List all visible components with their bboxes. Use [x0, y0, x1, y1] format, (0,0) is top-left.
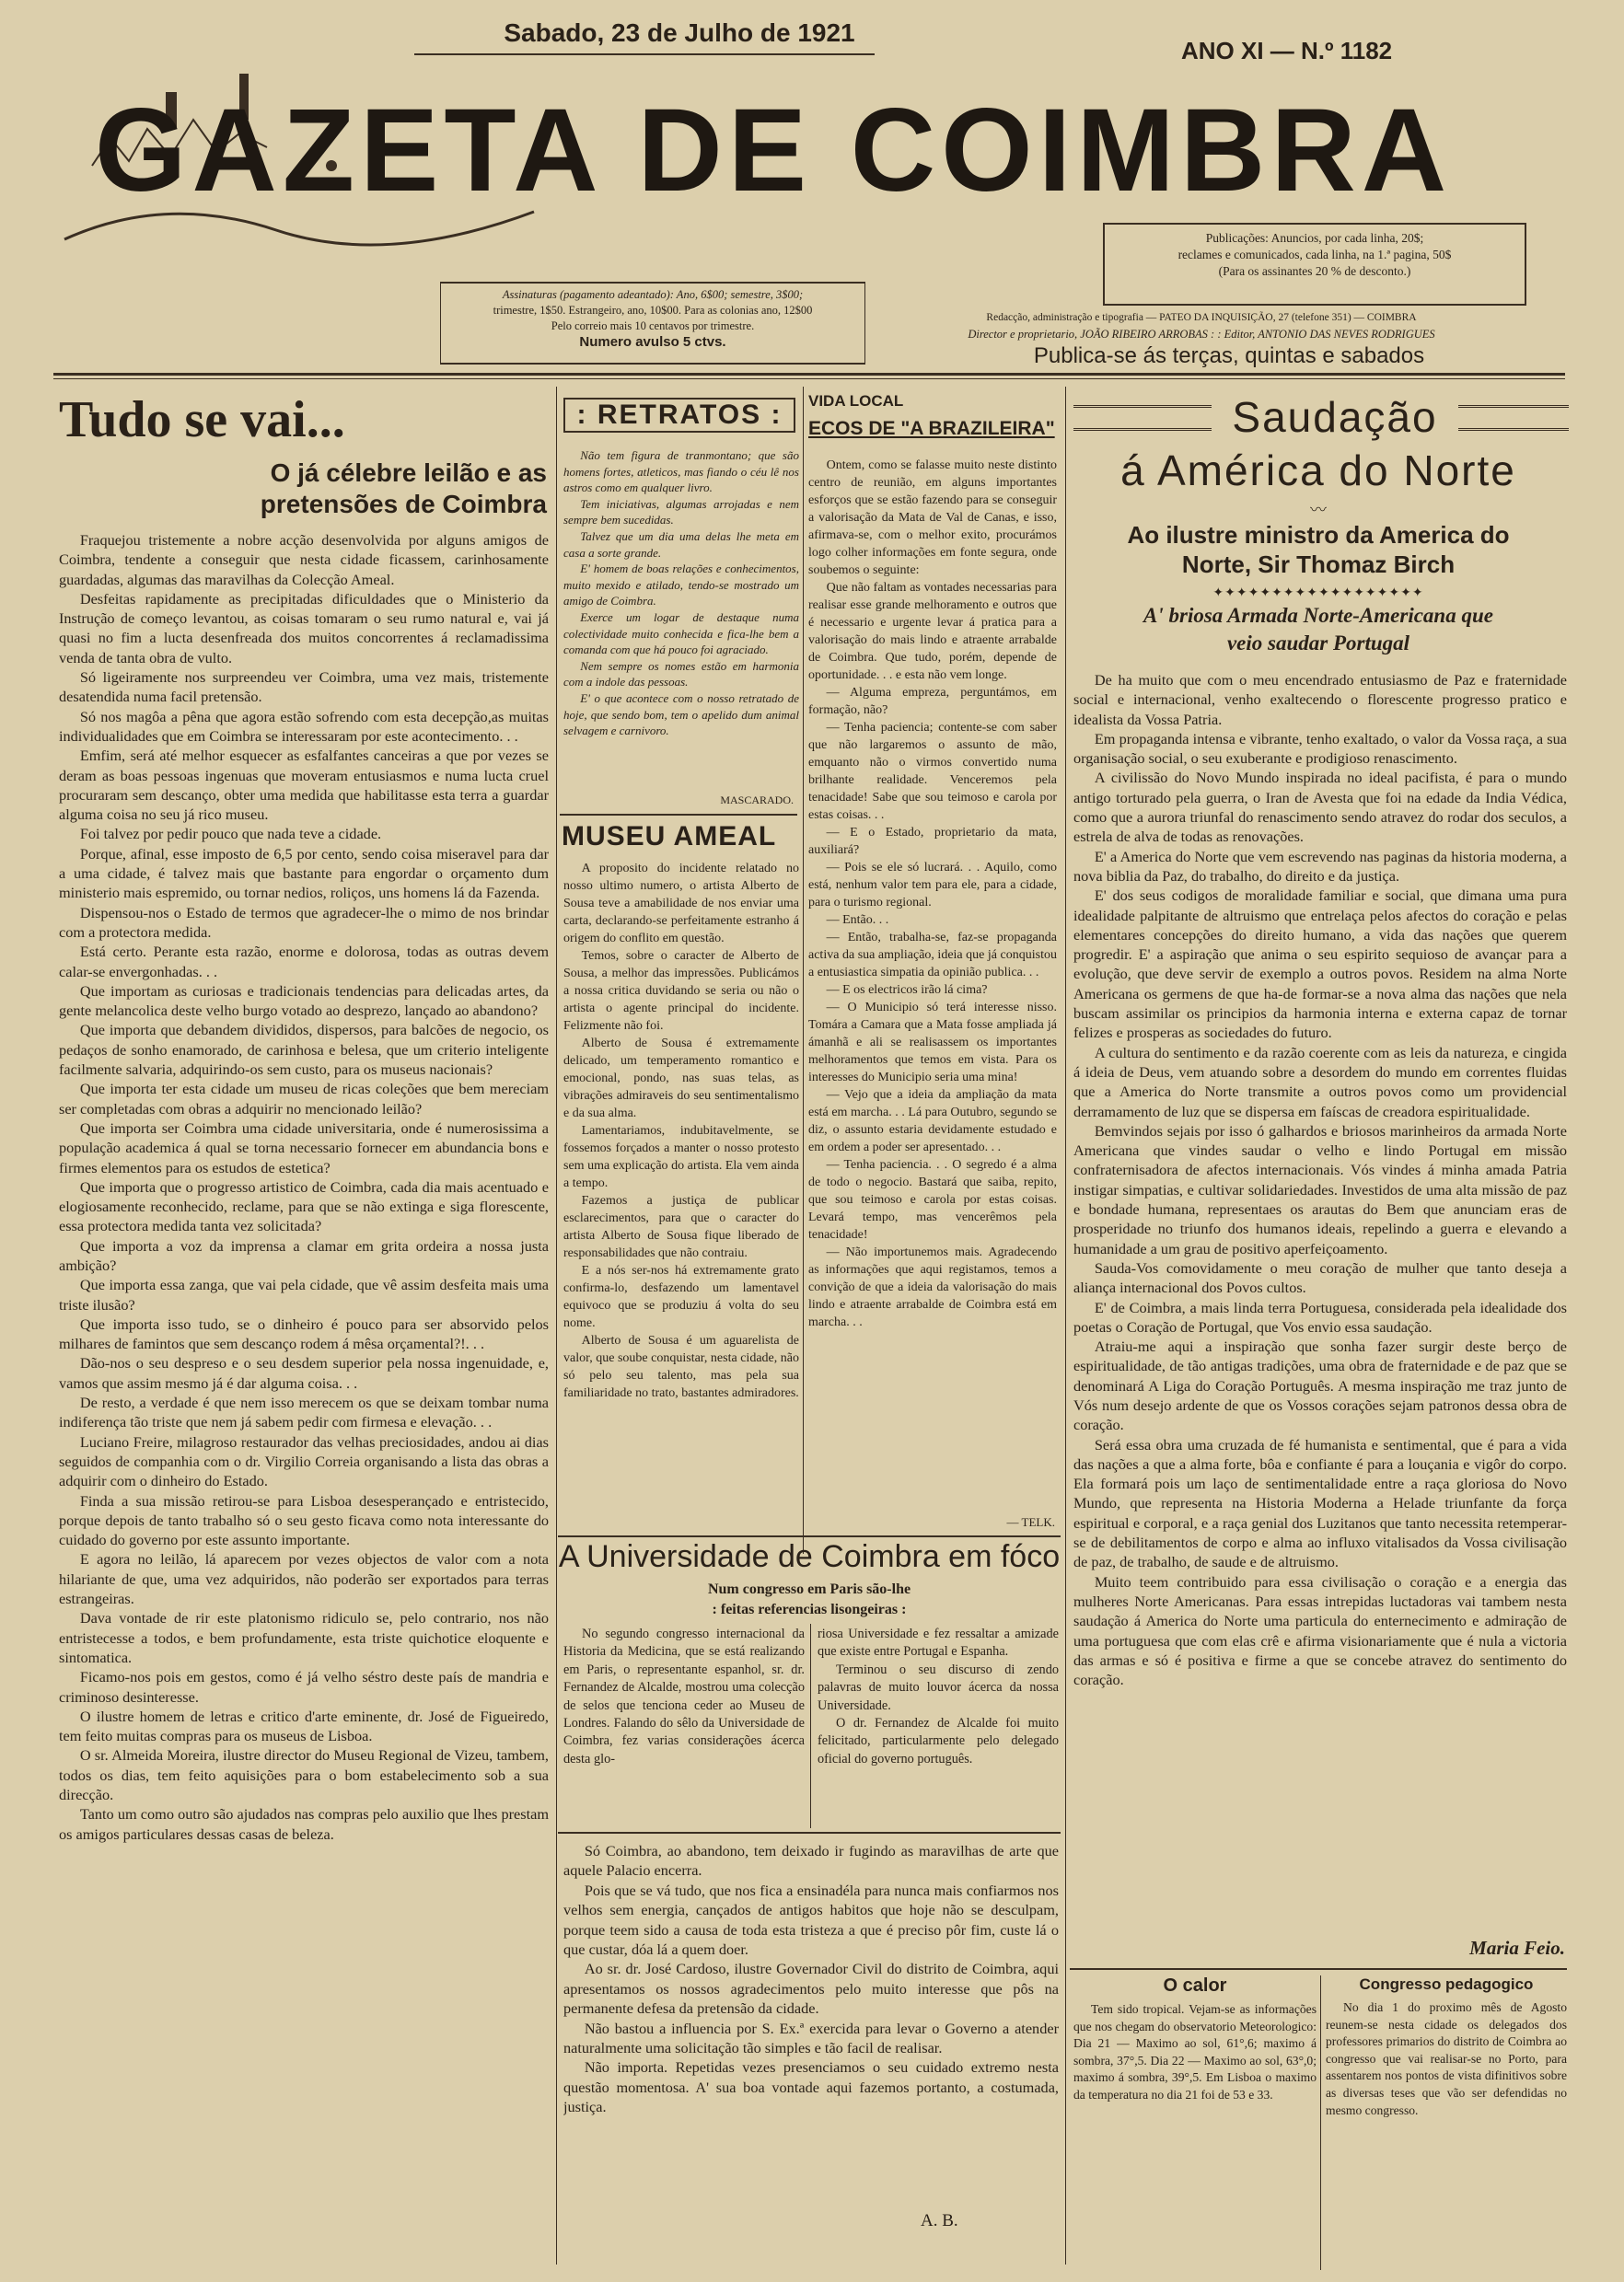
museu-paragraph: Fazemos a justiça de publicar esclarecimentos, para que o caracter do artista Alberto de Sousa fique liberado de responsabilidades que não contraiu. — [563, 1194, 799, 1260]
univ-col-b — [818, 1626, 1059, 1826]
congresso-body: No dia 1 do proximo mês de Agosto reunem-se nesta cidade os delegados dos professores primarios do distrito de Coimbra ao congresso que vai realisar-se no Porto, para assentarem nos pontos de vista difinitivos sobre as diversas teses que vão ser defendidas no mesmo congresso. — [1326, 2000, 1567, 2117]
col1-article-body — [59, 530, 549, 2261]
col-divider-1 — [556, 387, 557, 2265]
ecos-paragraph: — Vejo que a ideia da ampliação da mata está em marcha. . . Lá para Outubro, segundo se diz, o assunto estaria devidamente estudado e em ordem a poder ser apresentado. . . — [808, 1088, 1057, 1154]
saudacao-divider: ✦✦✦✦✦✦✦✦✦✦✦✦✦✦✦✦✦✦ — [1212, 586, 1424, 600]
col4-paragraph: A civilissão do Novo Mundo inspirada no ideal pacifista, é para o mundo antigo torturado pela guerra, o Iran de Avesta que foi na edade da India Védica, como que a aurora triunfal do renascimento sendo atravez do rodar dos seculos, a estrela de alva de todas as renovações. — [1073, 769, 1567, 846]
col1-paragraph: Finda a sua missão retirou-se para Lisboa desesperançado e entristecido, porque depois de tanto trabalho só o seu gesto ficava como nota interessante do cuidado do governo por este assunto importante. — [59, 1491, 549, 1549]
subs-line-3: Pelo correio mais 10 centavos por trimestre. — [551, 319, 755, 332]
col1-paragraph: Desfeitas rapidamente as precipitadas dificuldades que o Ministerio da Instrução de começo levantou, as coisas tomaram o seu rumo natural e, vai já quasi no fim a lucta desenfreada dos muitos concorrentes á reclamadissima venda de tanta obra de vulto. — [59, 589, 549, 666]
museu-paragraph: Lamentariamos, indubitavelmente, se fossemos forçados a manter o nosso protesto sem uma explicação do artista. Ela vem ainda a tempo. — [563, 1124, 799, 1190]
retratos-paragraph: Não tem figura de tranmontano; que são homens fortes, atleticos, mas fiando o céu lê nos astros como em qualquer livro. — [563, 448, 799, 495]
ecos-paragraph: — Não importunemos mais. Agradecendo as informações que aqui registamos, temos a convição de que a ideia da valorisação do mais lindo e atraente arrabalde de Coimbra está em marcha. . . — [808, 1245, 1057, 1329]
ecos-paragraph: — Tenha paciencia; contente-se com saber que não largaremos o assunto de mão, emquanto não o virmos convertido numa brilhante realidade. Venceremos pela tenacidade! Sabe que sou teimoso e carola por estas coisas. . . — [808, 721, 1057, 822]
continuation-paragraph: Ao sr. dr. José Cardoso, ilustre Governador Civil do distrito de Coimbra, aqui apresentamos os nossos agradecimentos pelo muito interesse que pôs na permanente defesa da pretensão da cidade. — [563, 1960, 1059, 2018]
small-news-divider — [1320, 1975, 1321, 2270]
retratos-signature: MASCARADO. — [720, 793, 794, 806]
col1-paragraph: Que importa ser Coimbra uma cidade universitaria, onde é numerosissima a população academica á qual se torna necessario fornecer em abundancia bons e firmes elementos para os estudos de estetica? — [59, 1118, 549, 1176]
continuation-paragraph: Não bastou a influencia por S. Ex.ª exercida para levar o Governo a atender naturalmente uma solicitação tão simples e tão facil de realisar. — [563, 2019, 1059, 2057]
saudacao-ornament-left — [1073, 405, 1212, 431]
ecos-paragraph: — O Municipio só terá interesse nisso. Tomára a Camara que a Mata fosse ampliada já ámanhã e ali se realisassem os importantes melhoramentos que temos em vista. Para os interesses do Municipio seria uma mina! — [808, 1001, 1057, 1084]
ecos-paragraph: — E o Estado, proprietario da mata, auxiliará? — [808, 826, 1057, 857]
col1-paragraph: O ilustre homem de letras e critico d'arte eminente, dr. José de Figueiredo, tem feito muitas compras para os museus de Lisboa. — [59, 1707, 549, 1745]
col1-paragraph: Porque, afinal, esse imposto de 6,5 por cento, sendo coisa miseravel para dar a uma cidade, é talvez mais que bastante para engordar o orçamento dum ministerio mais espremido, ou tornar nedios, roliços, uns homens lá da Fazenda. — [59, 844, 549, 902]
continuation-signature: A. B. — [921, 2211, 958, 2230]
col4-paragraph: A cultura do sentimento e da razão coerente com as leis da natureza, e cingida á ideia de Deus, vem atuando sobre a desordem do mundo em correntes fluidas que a America do Norte transmite a outros povos como um providencial derramamento de luz que se dispersa em faíscas de creadora espiritualidade. — [1073, 1043, 1567, 1120]
col-divider-3 — [1065, 387, 1066, 2265]
ecos-body — [808, 457, 1057, 1515]
calor-title: O calor — [1163, 1975, 1227, 1996]
col4-paragraph: De ha muito que com o meu encendrado entusiasmo de Paz e fraternidade social e internacional, venho exaltecendo o florescente progresso pratico e idealista da Vossa Patria. — [1073, 671, 1567, 728]
retratos-body — [563, 447, 799, 788]
col1-paragraph: O sr. Almeida Moreira, ilustre director do Museu Regional de Vizeu, tambem, todos os dias, tem feito aquisições para o bom estabelecimento sob a sua direcção. — [59, 1746, 549, 1803]
saudacao-sub-2: Norte, Sir Thomaz Birch — [1181, 550, 1456, 578]
ecos-paragraph: — Então. . . — [826, 913, 889, 927]
ecos-title: ECOS DE "A BRAZILEIRA" — [808, 418, 1055, 439]
col1-subhead-1: O já célebre leilão e as — [270, 458, 547, 487]
col4-article-body — [1073, 670, 1567, 1933]
director-line: Director e proprietario, JOÃO RIBEIRO ARROBAS : : Editor, ANTONIO DAS NEVES RODRIGUES — [968, 328, 1435, 341]
subs-line-4: Numero avulso 5 ctvs. — [579, 334, 726, 350]
congresso-title: Congresso pedagogico — [1359, 1975, 1534, 1993]
issue-number: ANO XI — N.º 1182 — [1181, 37, 1393, 64]
saudacao-sub-4: veio saudar Portugal — [1226, 631, 1410, 654]
ecos-paragraph: — Tenha paciencia. . . O segredo é a alma de todo o negocio. Bastará que saiba, repito, que sou teimoso e carola por estas coisas. Levará tempo, mas vencerêmos pela tenacidade! — [808, 1158, 1057, 1242]
col4-paragraph: E' de Coimbra, a mais linda terra Portuguesa, considerada pela idealidade dos poetas o Coração de Portugal, que Vos envio essa saudação. — [1073, 1298, 1567, 1336]
col1-paragraph: Dispensou-nos o Estado de termos que agradecer-lhe o mimo de nos brindar com a protectora medida. — [59, 903, 549, 941]
col1-paragraph: Só nos magôa a pêna que agora estão sofrendo com esta decepção,as muitas individualidades que em Coimbra se interessaram por este acontecimento. . . — [59, 707, 549, 745]
col1-paragraph: Foi talvez por pedir pouco que nada teve a cidade. — [79, 825, 382, 843]
museu-paragraph: Alberto de Sousa é extremamente delicado, um temperamento romantico e emocional, pondo, nas suas telas, as vibrações admiraveis do seu sentimentalismo e da sua alma. — [563, 1037, 799, 1120]
univ-title: A Universidade de Coimbra em fóco — [558, 1539, 1061, 1574]
museu-paragraph: Temos, sobre o caracter de Alberto de Sousa, a melhor das impressões. Publicámos a nossa critica duvidando se seria ou não o artista o agente principal do incidente. Felizmente não foi. — [563, 949, 799, 1033]
col4-paragraph: Será essa obra uma cruzada de fé humanista e sentimental, que é para a vida das nações a que a alma forte, bôa e confiante é para a louçania e vigôr do corpo. Ela formará pois um laço de sentimentalidade entre a raça gloriosa do Novo Mundo, que representa na Historia Moderna a Helade triunfante da força espiritual e corporal, e a raça genial dos Luzitanos que tanto necessita retemperar-se de debilitamentos de corpo e alma ao influxo vitalisados da Vossa civilisação de paz, de trabalho, de saude e de altruismo. — [1073, 1435, 1567, 1571]
ecos-paragraph: — E os electricos irão lá cima? — [826, 983, 988, 997]
masthead-rule-2 — [53, 378, 1565, 379]
publication-days: Publica-se ás terças, quintas e sabados — [1033, 343, 1425, 368]
museu-paragraph: Alberto de Sousa é um aguarelista de valor, que soube conquistar, nesta cidade, não só pelo seu talento, mas pela sua familiaridade no trato, bastantes admiradores. — [563, 1334, 799, 1400]
col1-headline: Tudo se vai... — [59, 391, 345, 448]
ads-line-2: reclames e comunicados, cada linha, na 1.ª pagina, 50$ — [1177, 248, 1452, 261]
col4-paragraph: E' dos seus codigos de moralidade familiar e social, que dimana uma pura idealidade palpitante de altruismo que entrelaça pelos afectos do coração e pelas elementares concepções do direito humano, a vida das nações que querem progredir. E' a aspiração que anima o seu espirito sequioso de avançar para a evolução, que deve servir de exemplo a outros povos. Residem na alma Norte Americana os germens de que ha-de formar-se a nova alma das nações que nela buscam assimilar os principios da harmonia interna e externa capaz de tornar felizes e prosperas as sociedades do futuro. — [1073, 886, 1567, 1042]
saudacao-sub-3: A' briosa Armada Norte-Americana que — [1143, 604, 1493, 627]
vida-local-label: VIDA LOCAL — [808, 392, 904, 410]
col4-bottom-rule — [1070, 1968, 1567, 1970]
ecos-paragraph: Que não faltam as vontades necessarias para realisar esse grande melhoramento e outros que é necessario e urgente levar á pratica para a valorisação do mais lindo e atraente arrabalde de Coimbra. Que tudo, porém, depende de oportunidade. . . e esta não vem longe. — [808, 581, 1057, 682]
col1-paragraph: Dão-nos o seu despreso e o seu desdem superior pela nossa ingenuidade, e, vamos que assim mesmo já é dar alguma coisa. . . — [59, 1354, 549, 1392]
subscriptions-box — [440, 282, 865, 365]
col1-paragraph: Só ligeiramente nos surpreendeu ver Coimbra, uma vez mais, tristemente desatendida numa facil pretensão. — [59, 668, 549, 706]
museu-title: MUSEU AMEAL — [562, 821, 777, 851]
saudacao-title-2: á América do Norte — [1120, 446, 1516, 494]
col1-paragraph: De resto, a verdade é que nem isso merecem os que se deixam tombar numa indiferença tão triste que nem já sabem pedir com firmesa e elevação. . . — [59, 1394, 549, 1431]
masthead-title: GAZETA DE COIMBRA — [94, 85, 1453, 216]
retratos-title: : RETRATOS : — [563, 398, 795, 433]
col4-paragraph: Atraiu-me aqui a inspiração que sonha fazer surgir deste berço de espiritualidade, de tão antigas tradições, uma obra de fraternidade e de paz que se denominará A Liga do Coração Português. A mesma inspiração me traz junto de Vós num desejo ardente de que os Vossos corações sejam patronos dessa obra de coração. — [1073, 1338, 1567, 1434]
museu-body — [563, 860, 799, 1550]
col1-paragraph: Fraquejou tristemente a nobre acção desenvolvida por alguns amigos de Coimbra, tendente a conseguir que nesta cidade ficassem, carinhosamente guardadas, algumas das maravilhas da Colecção Ameal. — [59, 531, 549, 588]
saudacao-sub-1: Ao ilustre ministro da America do — [1127, 521, 1510, 549]
retratos-paragraph: Tem iniciativas, algumas arrojadas e nem sempre bem sucedidas. — [563, 496, 799, 527]
col1-paragraph: Que importam as curiosas e tradicionais tendencias para delicadas artes, da gente melancolica deste velho burgo votado ao desprezo, lançado ao abandono? — [59, 981, 549, 1020]
continuation-paragraph: Só Coimbra, ao abandono, tem deixado ir fugindo as maravilhas de arte que aquele Palacio encerra. — [563, 1842, 1059, 1880]
col1-paragraph: Emfim, será até melhor esquecer as esfalfantes canceiras a que por vezes se deram as boas pessoas ingenuas que moveram entusiasmos e numa lucta cruel procuraram sem descanço, obter uma medida que habilitasse esta terra a guardar alguma coisa no seu já rico museu. — [59, 747, 549, 824]
col4-paragraph: Em propaganda intensa e vibrante, tenho exaltado, o valor da Vossa raça, a sua organisação social, o seu exuberante e prodigioso renascimento. — [1073, 729, 1567, 768]
redaccao-line: Redacção, administração e tipografia — PATEO DA INQUISIÇÃO, 27 (telefone 351) — COIMBRA — [986, 312, 1417, 323]
col1-paragraph: E agora no leilão, lá aparecem por vezes objectos de valor com a nota hilariante de que, uma vez adquiridos, não poderão ser exportados para terras estrangeiras. — [59, 1550, 549, 1608]
col1-paragraph: Tanto um como outro são ajudados nas compras pelo auxilio que lhes prestam os amigos particulares dessas casas de beleza. — [59, 1805, 549, 1843]
calor-body: Tem sido tropical. Vejam-se as informações que nos chegam do observatorio Meteorologico: Dia 21 — Maximo ao sol, 61°,6; maximo á sombra, 37°,5. Dia 22 — Maximo ao sol, 63°,0; maximo á sombra, 39°,5. Em Lisboa o maximo da temperatura no dia 21 foi de 53 e 33. — [1073, 2002, 1317, 2102]
col4-paragraph: Sauda-Vos comovidamente o meu coração de mulher que tanto deseja a aliança internacional dos Povos cultos. — [1073, 1258, 1567, 1297]
issue-date: Sabado, 23 de Julho de 1921 — [504, 18, 855, 47]
museu-paragraph: E a nós ser-nos há extremamente grato confirma-lo, desfazendo um lamentavel equivoco que se produziu á volta do seu nome. — [563, 1264, 799, 1330]
univ-col-b-p2: Terminou o seu discurso di zendo palavras de muito louvor ácerca da nossa Universidade. — [818, 1662, 1059, 1713]
saudacao-title-1: Saudação — [1232, 393, 1438, 441]
univ-bottom-rule — [558, 1832, 1061, 1834]
col1-paragraph: Que importa a voz da imprensa a clamar em grita ordeira a nossa justa ambição? — [59, 1236, 549, 1274]
retratos-rule — [560, 814, 797, 816]
col4-paragraph: Bemvindos sejais por isso ó galhardos e briosos marinheiros da armada Norte Americana que vindes saudar o velho e lindo Portugal em missão confraternisadora de afectos internacionais. Vós vindes á minha amada Patria instigar simpatias, e cultivar solidariedades. Investidos de uma alta missão de paz e bondade humana, representaes os arautas do Bem que anunciam eras de prosperidade no triunfo dos humanos ideais, repelindo a guerra e elevando a humanidade a um grau de positivo aperfeiçoamento. — [1073, 1121, 1567, 1257]
ads-box — [1103, 223, 1526, 306]
univ-col-a: No segundo congresso internacional da Historia da Medicina, que se está realizando em Paris, o representante espanhol, sr. dr. Fernandez de Alcalde, mostrou uma colecção de selos que tenciona ceder ao Museu de Londres. Falando do sêlo da Universidade de Coimbra, fez varias considerações ácerca desta glo- — [563, 1627, 805, 1767]
retratos-paragraph: Nem sempre os nomes estão em harmonia com a indole das pessoas. — [563, 658, 799, 689]
col4-paragraph: E' a America do Norte que vem escrevendo nas paginas da historia moderna, a nova biblia da Paz, do trabalho, do direito e da justiça. — [1073, 847, 1567, 885]
ecos-paragraph: Ontem, como se falasse muito neste distinto centro de reunião, em alguns importantes esforços que se estão fazendo para se conseguir a valorisação da Mata de Val de Canas, e isso, afirmava-se, com o melhor exito, procurámos logo colher informações em fonte segura, onde soubemos o seguinte: — [808, 458, 1057, 577]
ecos-paragraph: — Alguma empreza, perguntámos, em formação, não? — [808, 686, 1057, 717]
continuation-paragraph: Pois que se vá tudo, que nos fica a ensinadéla para nunca mais confiarmos nos velhos sem energia, cançados de antigos habitos que hoje não se desculpam, porque teem sido a causa de toda esta tristeza a que é preciso pôr fim, custe lá o que custar, dóa lá a quem doer. — [563, 1881, 1059, 1959]
col1-paragraph: Dava vontade de rir este platonismo ridiculo se, pelo contrario, nos não entristecesse a todos, e bem profundamente, esta triste quichotice eloquente e sintomatica. — [59, 1609, 549, 1666]
subs-line-1: Assinaturas (pagamento adeantado): Ano, 6$00; semestre, 3$00; — [502, 288, 804, 301]
univ-divider — [810, 1624, 811, 1828]
retratos-paragraph: Talvez que um dia uma delas lhe meta em casa a sorte grande. — [563, 528, 799, 560]
saudacao-signature: Maria Feio. — [1469, 1937, 1565, 1959]
ads-line-3: (Para os assinantes 20 % de desconto.) — [1218, 264, 1411, 278]
univ-sub-1: Num congresso em Paris são-lhe — [707, 1581, 911, 1597]
subs-line-2: trimestre, 1$50. Estrangeiro, ano, 10$00. Para as colonias ano, 12$00 — [493, 304, 813, 317]
col1-paragraph: Está certo. Perante esta razão, enorme e dolorosa, todas as outras devem calar-se envergonhadas. . . — [59, 943, 549, 980]
col1-subhead-2: pretensões de Coimbra — [260, 490, 547, 518]
retratos-paragraph: Exerce um logar de destaque numa colectividade muito conhecida e fica-lhe bem a comanda com que há pouco foi agraciado. — [563, 609, 799, 657]
continuation-paragraph: Não importa. Repetidas vezes presenciamos o seu cuidado extremo nesta questão momentosa. A' sua boa vontade aqui fazemos portanto, a costumada, justiça. — [563, 2058, 1059, 2116]
ecos-paragraph: — Então, trabalha-se, faz-se propaganda activa da sua ampliação, ideia que já conquistou a entusiastica simpatia da opinião publica. . . — [808, 931, 1057, 979]
saudacao-ornament-right — [1458, 405, 1569, 431]
ads-line-1: Publicações: Anuncios, por cada linha, 20$; — [1205, 231, 1424, 245]
col-divider-2 — [803, 387, 804, 1554]
col1-paragraph: Que importa ter esta cidade um museu de ricas coleções que bem mereciam ser completadas com obras a adquirir no mencionado leilão? — [59, 1080, 549, 1118]
univ-sub-2: : feitas referencias lisongeiras : — [712, 1602, 907, 1617]
col1-paragraph: Luciano Freire, milagroso restaurador das velhas preciosidades, andou ai dias seguidos de companhia com o dr. Virgilio Correia organisando a lista das obras a adquirir com o dinheiro do Estado. — [59, 1432, 549, 1490]
univ-top-rule — [558, 1535, 1061, 1537]
col1-paragraph: Ficamo-nos pois em gestos, como é já velho séstro deste país de mandria e criminoso desinteresse. — [59, 1668, 549, 1706]
saudacao-flourish: 〰 — [1310, 501, 1327, 519]
masthead-rule — [53, 373, 1565, 376]
museu-paragraph: A proposito do incidente relatado no nosso ultimo numero, o artista Alberto de Sousa teve a amabilidade de nos enviar uma carta, declarando-se perfeitamente estranho á origem do conflito em questão. — [563, 862, 799, 945]
col1-paragraph: Que importa essa zanga, que vai pela cidade, que vê assim desfeita mais uma triste ilusão? — [59, 1276, 549, 1314]
col1-paragraph: Que importa que o progresso artistico de Coimbra, cada dia mais acentuado e elogiosamente reconhecido, reclame, para que se não extinga e siga florescente, essa protectora medida tanta vez solicitada? — [59, 1177, 549, 1235]
col4-paragraph: Muito teem contribuido para essa civilisação o coração e a energia das mulheres Norte Americanas. Para essas intrepidas luctadoras vai tambem nesta saudação á America do Norte uma particula do enternecimento e admiração de uma portuguesa que com elas crê e afirma visionariamente que é nula a victoria das armas e só é positiva e firme a que se concebe atravez do sentimento do coração. — [1073, 1572, 1567, 1689]
ecos-signature: — TELK. — [1006, 1515, 1055, 1529]
ecos-paragraph: — Pois se ele só lucrará. . . Aquilo, como está, nenhum valor tem para ele, para a cidade, para o turismo regional. — [808, 861, 1057, 909]
continuation-body — [563, 1841, 1059, 2209]
retratos-paragraph: E' o que acontece com o nosso retratado de hoje, que sendo bom, tem o apelido dum animal selvagem e carnivoro. — [563, 690, 799, 738]
col1-paragraph: Que importa que debandem divididos, dispersos, para balcões de negocio, os pedaços de sonho enamorado, de carinhosa e belesa, que um criterio inteligente facilmente salvaria, adquirindo-os sem custo, para os museus nacionais? — [59, 1021, 549, 1079]
univ-col-b-p1: riosa Universidade e fez ressaltar a amizade que existe entre Portugal e Espanha. — [818, 1627, 1059, 1660]
univ-col-b-p3: O dr. Fernandez de Alcalde foi muito felicitado, particularmente pelo delegado oficial do governo português. — [818, 1716, 1059, 1767]
retratos-paragraph: E' homem de boas relações e conhecimentos, muito mexido e atilado, tendo-se mostrado um amigo de Coimbra. — [563, 562, 799, 608]
col1-paragraph: Que importa isso tudo, se o dinheiro é pouco para ser absorvido pelos milhares de famintos que sem descanço rodem á mêsa orçamental?!. . . — [59, 1315, 549, 1353]
